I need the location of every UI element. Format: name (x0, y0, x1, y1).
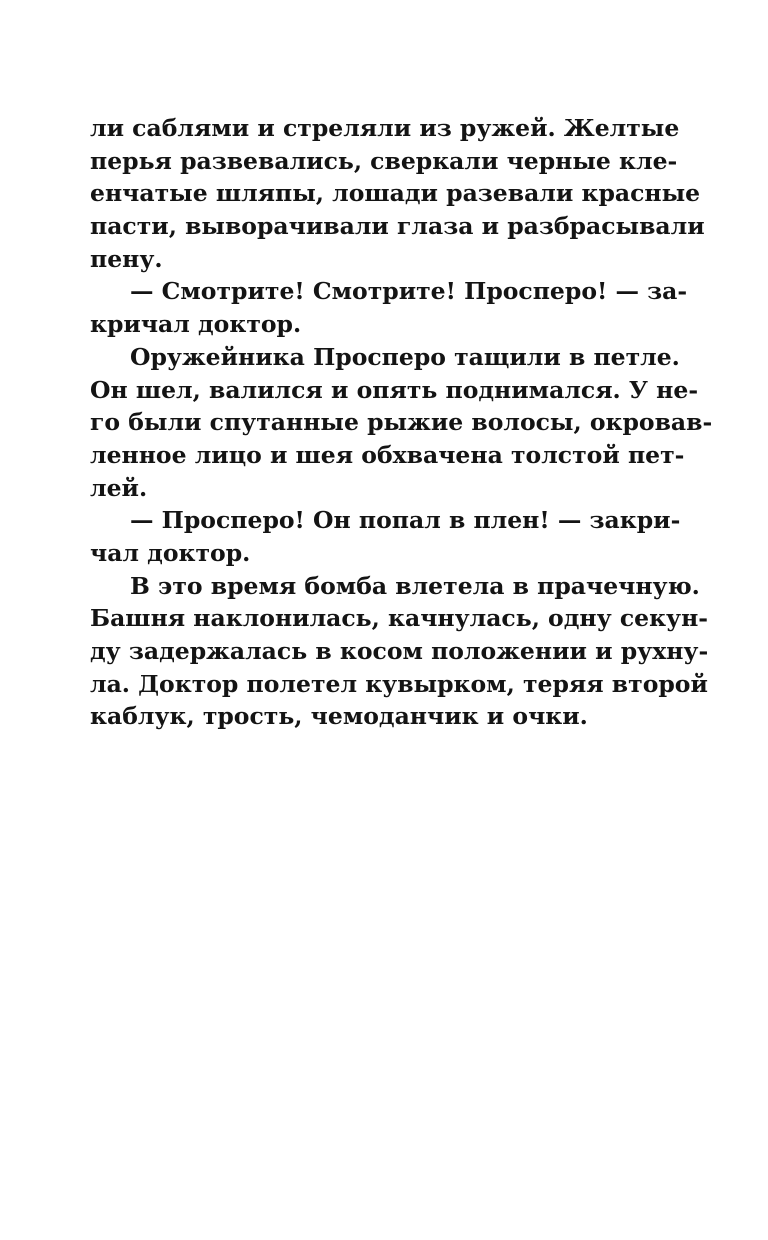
paragraph-5 (90, 570, 709, 733)
text-line: В это время бомба влетела в прачечную. (130, 571, 700, 600)
text-line: кричал доктор. (90, 310, 302, 339)
text-line: ли саблями и стреляли из ружей. Желтые (90, 114, 680, 142)
text-line: ду задержалась в косом положении и рухну- (90, 637, 709, 665)
text-line: ленное лицо и шея обхвачена толстой пет- (90, 440, 685, 469)
text-line: Оружейника Просперо тащили в петле. (130, 342, 680, 371)
text-line: — Просперо! Он попал в плен! — закри- (130, 506, 681, 535)
text-line: пену. (90, 244, 163, 273)
text-line: пасти, выворачивали глаза и разбрасывали (90, 212, 705, 241)
paragraph-3 (90, 341, 713, 504)
text-line: — Смотрите! Смотрите! Просперо! — за- (130, 277, 688, 306)
paragraph-2 (90, 275, 688, 340)
book-page (90, 112, 713, 733)
text-line: лей. (90, 473, 148, 502)
text-line: енчатые шляпы, лошади разевали красные (90, 179, 701, 208)
text-line: перья развевались, сверкали черные кле- (90, 146, 678, 175)
text-line: чал доктор. (90, 538, 251, 567)
paragraph-1 (90, 112, 705, 275)
text-line: каблук, трость, чемоданчик и очки. (90, 702, 588, 731)
text-line: Башня наклонилась, качнулась, одну секун- (90, 604, 709, 633)
paragraph-4 (90, 504, 681, 569)
text-line: ла. Доктор полетел кувырком, теряя второй (90, 669, 708, 698)
text-line: Он шел, валился и опять поднимался. У не- (90, 375, 699, 404)
text-line: го были спутанные рыжие волосы, окровав- (90, 408, 713, 437)
